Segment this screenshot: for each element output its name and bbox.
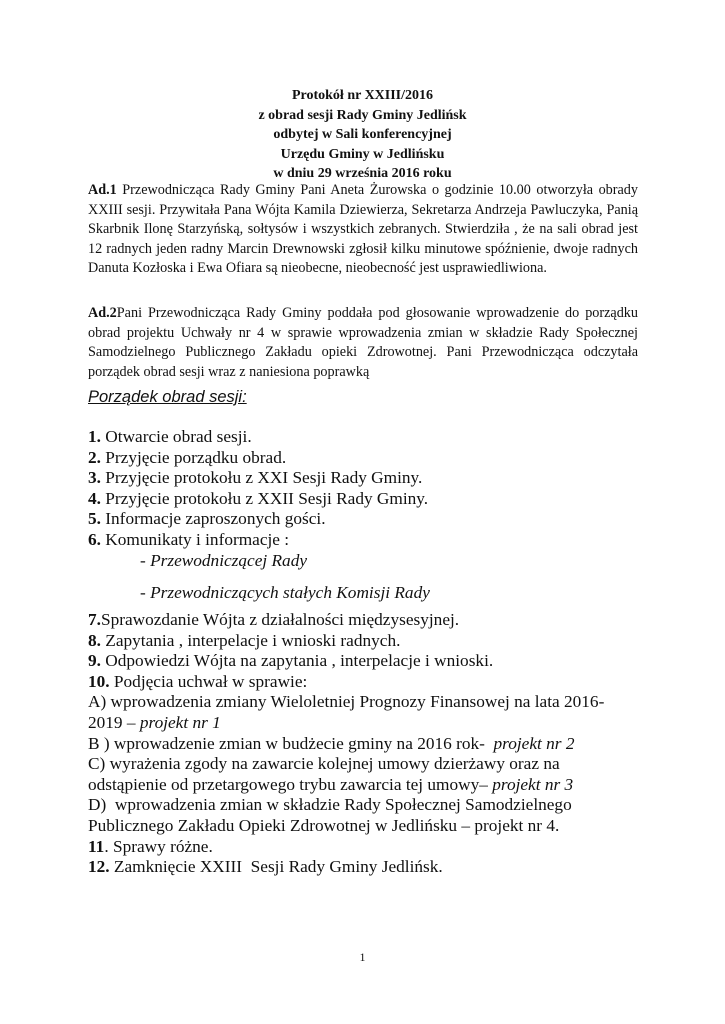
item-text: Zapytania , interpelacje i wnioski radnych.: [100, 630, 401, 650]
project-ref: projekt nr 1: [139, 712, 221, 732]
agenda-item: [88, 530, 648, 551]
item-number: 9.: [88, 651, 101, 671]
item-text: Przyjęcie protokołu z XXI Sesji Rady Gminy.: [100, 468, 423, 488]
ad2-text: Pani Przewodnicząca Rady Gminy poddała pod głosowanie wprowadzenie do porządku obrad projektu Uchwały nr 4 w sprawie wprowadzenia zmian w składzie Rady Społecznej Samodzielnego Publicznego Zakładu opieki Zdrowotnej. Pani Przewodnicząca odczytała porządek obrad sesji wraz z naniesiona poprawką: [88, 305, 638, 380]
document-title: [0, 86, 725, 184]
item-text: Sprawozdanie Wójta z działalności międzysesyjnej.: [100, 610, 460, 629]
agenda-item: [88, 448, 648, 469]
resolution-text: 2019 –: [88, 712, 140, 732]
agenda-subitem: - Przewodniczącej Rady: [140, 550, 308, 570]
title-line: z obrad sesji Rady Gminy Jedlińsk: [258, 107, 467, 123]
item-text: Informacje zaproszonych gości.: [100, 509, 326, 529]
item-text: Odpowiedzi Wójta na zapytania , interpelacje i wnioski.: [100, 651, 494, 671]
paragraph-ad1: [88, 181, 638, 279]
item-text: Przyjęcie protokołu z XXII Sesji Rady Gminy.: [100, 488, 429, 508]
item-text: Otwarcie obrad sesji.: [100, 427, 252, 446]
agenda-item: [88, 631, 648, 652]
item-number: 6.: [88, 529, 101, 549]
item-number: 11: [88, 836, 105, 856]
item-number: 8.: [88, 630, 101, 650]
title-line: Protokół nr XXIII/2016: [291, 88, 434, 103]
ad1-label: Ad.1: [88, 182, 117, 198]
item-number: 7.: [88, 610, 101, 629]
agenda-list-continued: [88, 610, 648, 878]
item-text: . Sprawy różne.: [104, 836, 213, 856]
item-number: 10.: [88, 671, 110, 691]
ad1-text: Przewodnicząca Rady Gminy Pani Aneta Żurowska o godzinie 10.00 otworzyła obrady XXIII sesji. Przywitała Pana Wójta Kamila Dziewierza, Sekretarza Andrzeja Pawluczyka, Panią Skarbnik Ilonę Starzyńską, sołtysów i wszystkich zebranych. Stwierdziła , że na sali obrad jest 12 radnych jeden radny Marcin Drewnowski zgłosił kilku minutowe spóźnienie, dwoje radnych Danuta Kozłoska i Ewa Ofiara są nieobecne, nieobecność jest usprawiedliwiona.: [88, 182, 638, 277]
agenda-item: [88, 857, 648, 878]
resolution-c: C) wyrażenia zgody na zawarcie kolejnej umowy dzierżawy oraz na: [88, 754, 560, 774]
resolution-text: odstąpienie od przetargowego trybu zawarcia tej umowy–: [88, 774, 493, 794]
agenda-item: [88, 509, 648, 530]
title-line: odbytej w Sali konferencyjnej: [273, 127, 452, 142]
project-ref: projekt nr 3: [492, 774, 574, 794]
agenda-item: [88, 427, 648, 448]
item-text: Komunikaty i informacje :: [100, 529, 290, 549]
page-number: 1: [359, 950, 366, 964]
item-number: 1.: [88, 427, 101, 446]
agenda-subitem: - Przewodniczących stałych Komisji Rady: [140, 583, 430, 603]
agenda-item: [88, 489, 648, 510]
item-number: 4.: [88, 488, 101, 508]
agenda-list: [88, 427, 648, 604]
resolution-text: B ) wprowadzenie zmian w budżecie gminy na 2016 rok-: [88, 733, 494, 753]
ad2-label: Ad.2: [88, 305, 117, 321]
item-text: Przyjęcie porządku obrad.: [100, 447, 287, 467]
project-ref: projekt nr 2: [493, 733, 575, 753]
item-number: 2.: [88, 447, 101, 467]
title-line: Urzędu Gminy w Jedlińsku: [280, 146, 445, 162]
paragraph-ad2: [88, 304, 638, 382]
agenda-item: [88, 837, 648, 858]
resolution-a-cont: [88, 713, 648, 734]
item-text: Zamknięcie XXIII Sesji Rady Gminy Jedlińsk.: [109, 857, 443, 877]
agenda-heading: Porządek obrad sesji:: [88, 388, 247, 406]
resolution-d: D) wprowadzenia zmian w składzie Rady Społecznej Samodzielnego: [88, 795, 572, 815]
title-line: w dniu 29 września 2016 roku: [273, 166, 452, 181]
resolution-a: A) wprowadzenia zmiany Wieloletniej Prognozy Finansowej na lata 2016-: [88, 692, 605, 712]
resolution-d-cont: Publicznego Zakładu Opieki Zdrowotnej w Jedlińsku – projekt nr 4.: [88, 815, 560, 835]
resolution-c-cont: [88, 775, 648, 796]
item-number: 12.: [88, 857, 110, 877]
item-text: Podjęcia uchwał w sprawie:: [109, 671, 308, 691]
agenda-item: [88, 672, 648, 693]
agenda-item: [88, 651, 648, 672]
item-number: 3.: [88, 468, 101, 488]
resolution-b: [88, 734, 648, 755]
agenda-item: [88, 610, 648, 631]
item-number: 5.: [88, 509, 101, 529]
agenda-item: [88, 468, 648, 489]
